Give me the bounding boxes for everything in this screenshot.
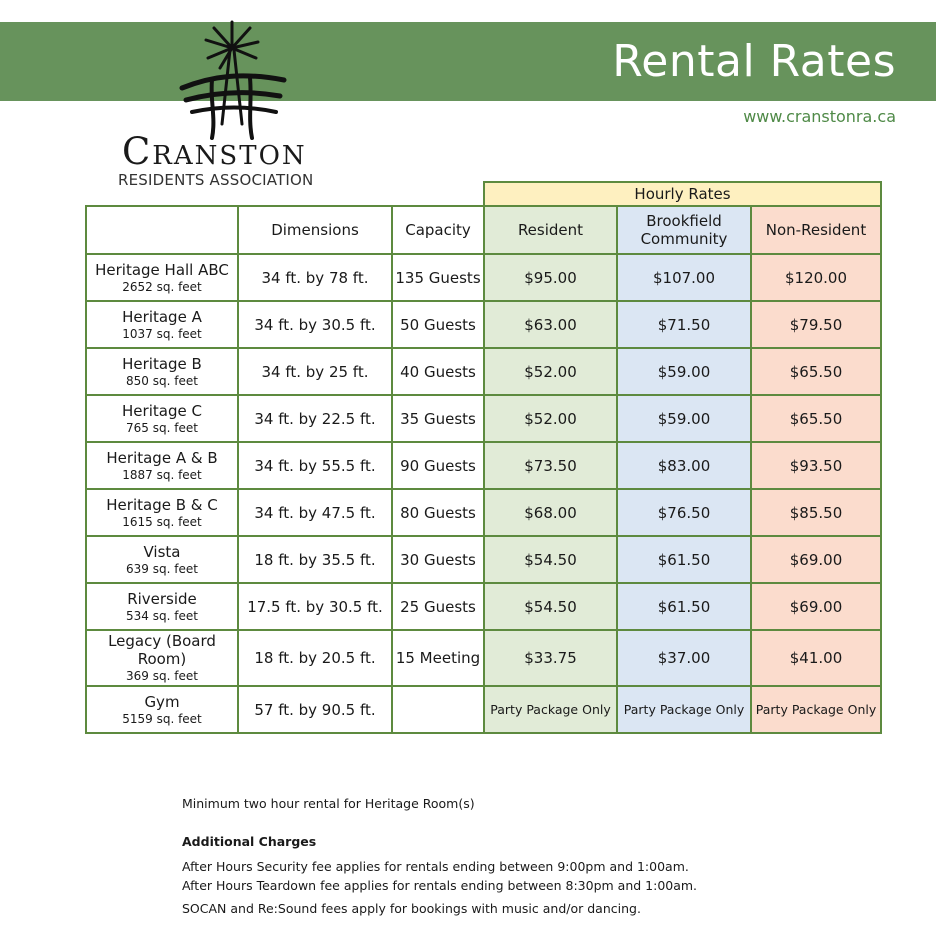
room-cell [86,489,238,536]
windmill-prairie-icon [172,14,292,140]
resident-rate-cell: Party Package Only [484,686,617,733]
dimensions-cell: 34 ft. by 55.5 ft. [238,442,392,489]
non-resident-rate-cell: $65.50 [751,348,881,395]
rental-rates-table [85,181,882,734]
room-cell [86,348,238,395]
capacity-cell: 25 Guests [392,583,484,630]
room-name: Gym [144,692,180,711]
page-title: Rental Rates [612,36,896,87]
non-resident-rate-cell: Party Package Only [751,686,881,733]
dimensions-cell: 34 ft. by 25 ft. [238,348,392,395]
table-row [86,489,881,536]
room-name: Heritage B [122,354,202,373]
non-resident-rate-cell: $85.50 [751,489,881,536]
table-row [86,442,881,489]
room-area: 765 sq. feet [126,420,198,435]
dimensions-cell: 34 ft. by 47.5 ft. [238,489,392,536]
brookfield-rate-cell: $61.50 [617,583,751,630]
dimensions-cell: 18 ft. by 35.5 ft. [238,536,392,583]
non-resident-rate-cell: $69.00 [751,583,881,630]
table-row [86,686,881,733]
table-row [86,348,881,395]
room-area: 1037 sq. feet [122,326,202,341]
capacity-cell: 15 Meeting [392,630,484,686]
logo-subtitle: RESIDENTS ASSOCIATION [118,171,314,189]
room-area: 1615 sq. feet [122,514,202,529]
brookfield-rate-cell: Party Package Only [617,686,751,733]
room-cell [86,301,238,348]
brookfield-rate-cell: $76.50 [617,489,751,536]
brookfield-rate-cell: $83.00 [617,442,751,489]
charge-note: SOCAN and Re:Sound fees apply for bookings with music and/or dancing. [182,901,641,916]
room-area: 5159 sq. feet [122,711,202,726]
charge-note: After Hours Security fee applies for rentals ending between 9:00pm and 1:00am. [182,859,689,874]
room-area: 850 sq. feet [126,373,198,388]
room-column-header [86,206,238,254]
room-name: Heritage A [122,307,202,326]
non-resident-column-header: Non-Resident [751,206,881,254]
room-cell [86,583,238,630]
brookfield-rate-cell: $59.00 [617,395,751,442]
room-name: Legacy (Board Room) [108,632,216,668]
room-cell [86,395,238,442]
room-name: Heritage Hall ABC [95,260,229,279]
resident-rate-cell: $95.00 [484,254,617,301]
brookfield-rate-cell: $59.00 [617,348,751,395]
brookfield-rate-cell: $107.00 [617,254,751,301]
room-area: 639 sq. feet [126,561,198,576]
table-row [86,395,881,442]
dimensions-cell: 34 ft. by 22.5 ft. [238,395,392,442]
brookfield-rate-cell: $37.00 [617,630,751,686]
table-row [86,536,881,583]
dimensions-cell: 57 ft. by 90.5 ft. [238,686,392,733]
capacity-cell: 30 Guests [392,536,484,583]
capacity-cell: 80 Guests [392,489,484,536]
room-area: 1887 sq. feet [122,467,202,482]
dimensions-cell: 18 ft. by 20.5 ft. [238,630,392,686]
room-name: Riverside [127,589,197,608]
capacity-cell: 90 Guests [392,442,484,489]
dimensions-cell: 17.5 ft. by 30.5 ft. [238,583,392,630]
logo-name: Cranston [122,130,307,173]
brookfield-column-header: Brookfield Community [617,206,751,254]
room-cell [86,254,238,301]
capacity-column-header: Capacity [392,206,484,254]
room-name: Heritage C [122,401,202,420]
dimensions-cell: 34 ft. by 30.5 ft. [238,301,392,348]
room-cell [86,686,238,733]
brookfield-rate-cell: $61.50 [617,536,751,583]
resident-rate-cell: $33.75 [484,630,617,686]
charge-note: After Hours Teardown fee applies for rentals ending between 8:30pm and 1:00am. [182,878,698,893]
website-link[interactable]: www.cranstonra.ca [743,107,896,126]
non-resident-rate-cell: $65.50 [751,395,881,442]
table-row [86,583,881,630]
resident-rate-cell: $68.00 [484,489,617,536]
room-cell [86,630,238,686]
table-spacer [86,182,484,206]
room-area: 369 sq. feet [126,669,198,683]
resident-rate-cell: $63.00 [484,301,617,348]
capacity-cell [392,686,484,733]
non-resident-rate-cell: $93.50 [751,442,881,489]
capacity-cell: 135 Guests [392,254,484,301]
room-name: Heritage A & B [106,448,218,467]
room-cell [86,536,238,583]
room-name: Heritage B & C [106,495,218,514]
additional-charges-title: Additional Charges [182,834,317,849]
capacity-cell: 50 Guests [392,301,484,348]
dimensions-cell: 34 ft. by 78 ft. [238,254,392,301]
table-row [86,630,881,686]
room-name: Vista [143,542,181,561]
non-resident-rate-cell: $41.00 [751,630,881,686]
resident-rate-cell: $52.00 [484,348,617,395]
non-resident-rate-cell: $120.00 [751,254,881,301]
non-resident-rate-cell: $79.50 [751,301,881,348]
dimensions-column-header: Dimensions [238,206,392,254]
room-cell [86,442,238,489]
resident-rate-cell: $73.50 [484,442,617,489]
capacity-cell: 35 Guests [392,395,484,442]
resident-rate-cell: $54.50 [484,583,617,630]
resident-rate-cell: $54.50 [484,536,617,583]
hourly-rates-header: Hourly Rates [484,182,881,206]
resident-column-header: Resident [484,206,617,254]
capacity-cell: 40 Guests [392,348,484,395]
resident-rate-cell: $52.00 [484,395,617,442]
room-area: 534 sq. feet [126,608,198,623]
table-row [86,301,881,348]
minimum-rental-note: Minimum two hour rental for Heritage Room(s) [182,796,475,811]
non-resident-rate-cell: $69.00 [751,536,881,583]
brookfield-rate-cell: $71.50 [617,301,751,348]
room-area: 2652 sq. feet [122,279,202,294]
table-row [86,254,881,301]
